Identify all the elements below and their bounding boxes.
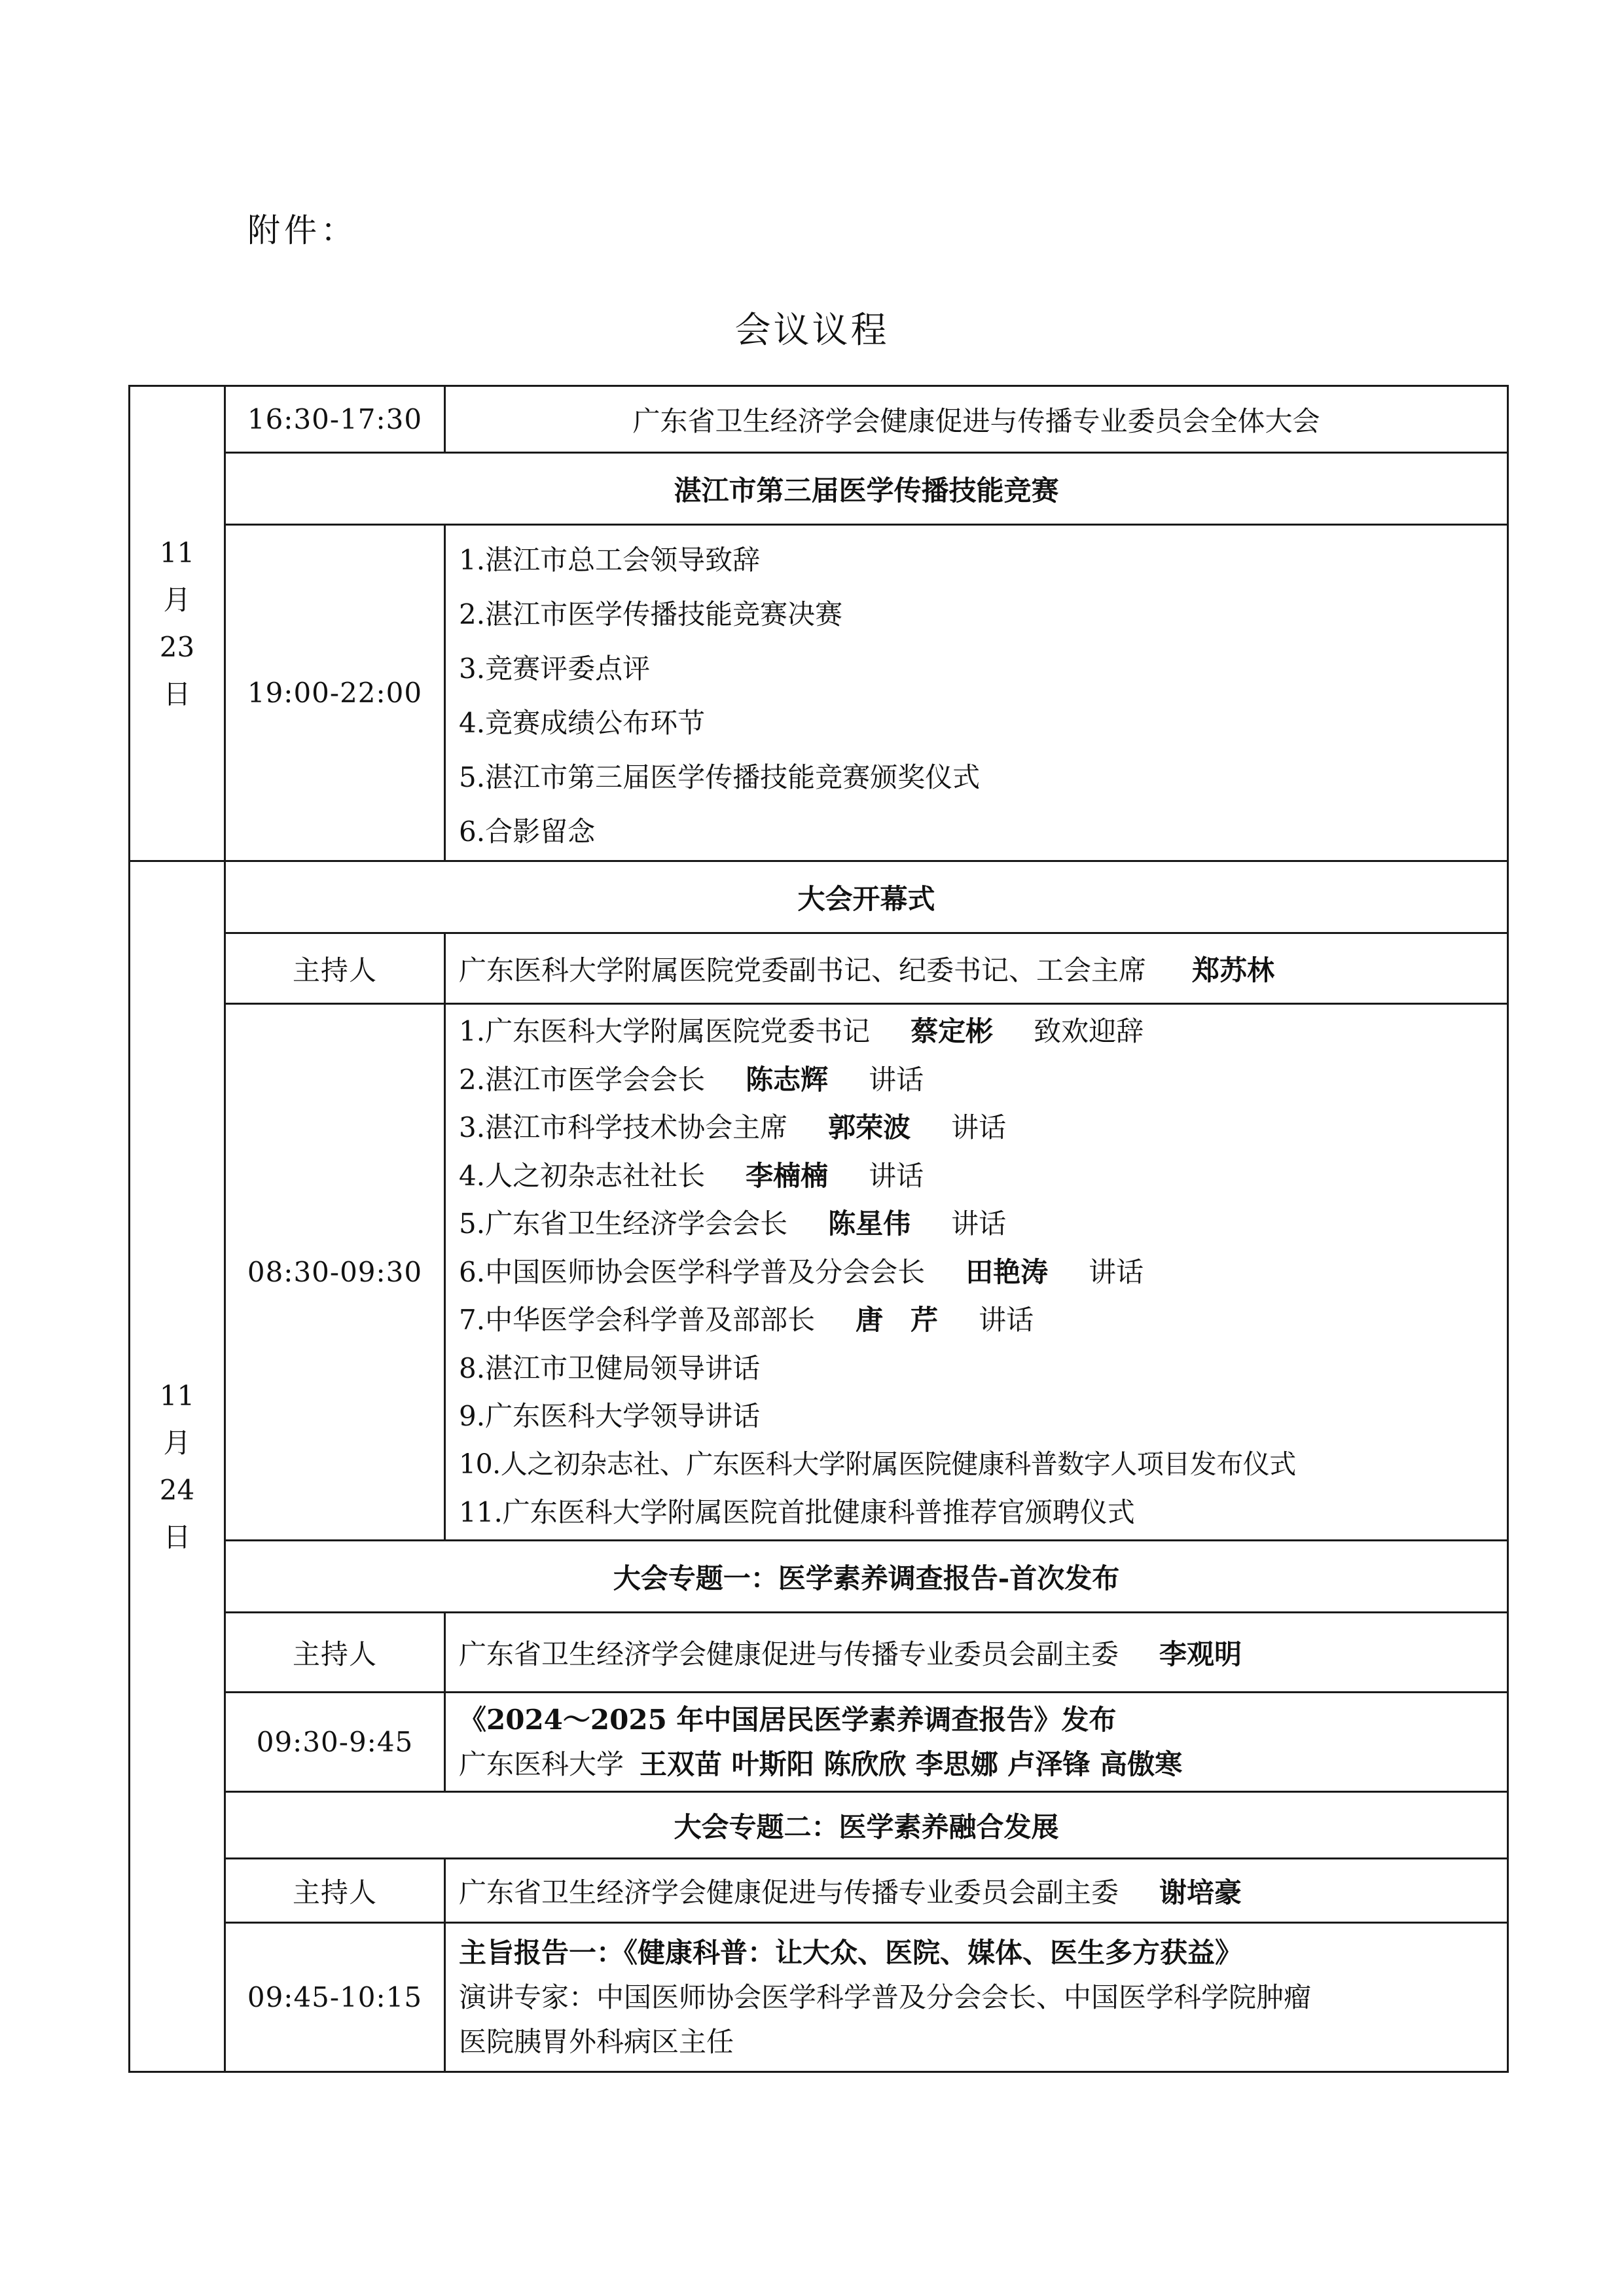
date-text: 11 xyxy=(159,1379,195,1412)
table-row xyxy=(130,1541,1508,1613)
date-text: 月 xyxy=(163,583,191,616)
program-list xyxy=(445,1004,1508,1541)
host-label: 主持人 xyxy=(225,933,445,1004)
date-cell-day2 xyxy=(130,861,225,2072)
table-row xyxy=(130,1004,1508,1541)
attachment-label: 附件： xyxy=(247,211,357,249)
time-cell: 09:45-10:15 xyxy=(225,1923,445,2072)
table-row xyxy=(130,1859,1508,1923)
list-item: 3.竞赛评委点评 xyxy=(459,652,651,685)
table-row xyxy=(130,525,1508,861)
date-text: 月 xyxy=(163,1426,191,1459)
keynote-title: 主旨报告一：《健康科普：让大众、医院、媒体、医生多方获益》 xyxy=(459,1936,1243,1969)
table-row xyxy=(130,1693,1508,1792)
host-text: 广东省卫生经济学会健康促进与传播专业委员会副主委 xyxy=(459,1638,1119,1670)
page-title: 会议议程 xyxy=(734,309,890,351)
host-name: 谢培豪 xyxy=(1159,1876,1242,1909)
host-label: 主持人 xyxy=(225,1859,445,1923)
date-text: 24 xyxy=(159,1473,195,1506)
date-cell-day1 xyxy=(130,386,225,861)
list-item: 5.广东省卫生经济学会会长 陈星伟 讲话 xyxy=(459,1208,1007,1240)
time-cell: 16:30-17:30 xyxy=(225,386,445,453)
table-row xyxy=(130,1923,1508,2072)
session-title: 广东省卫生经济学会健康促进与传播专业委员会全体大会 xyxy=(445,386,1508,453)
section-title: 大会专题一：医学素养调查报告-首次发布 xyxy=(225,1541,1508,1613)
date-text: 日 xyxy=(163,677,191,710)
list-item: 1.湛江市总工会领导致辞 xyxy=(459,543,761,576)
list-item: 4.人之初杂志社社长 李楠楠 讲话 xyxy=(459,1159,924,1192)
section-title: 湛江市第三届医学传播技能竞赛 xyxy=(225,453,1508,525)
table-row xyxy=(130,386,1508,453)
list-item: 6.中国医师协会医学科学普及分会会长 田艳涛 讲话 xyxy=(459,1255,1144,1288)
host-label: 主持人 xyxy=(225,1613,445,1693)
report-authors: 广东医科大学 王双苗 叶斯阳 陈欣欣 李思娜 卢泽锋 高傲寒 xyxy=(459,1748,1183,1780)
list-item: 1.广东医科大学附属医院党委书记 蔡定彬 致欢迎辞 xyxy=(459,1015,1144,1048)
host-text: 广东省卫生经济学会健康促进与传播专业委员会副主委 xyxy=(459,1876,1119,1909)
table-row xyxy=(130,1613,1508,1693)
table-row xyxy=(130,1792,1508,1859)
list-item: 2.湛江市医学会会长 陈志辉 讲话 xyxy=(459,1063,924,1096)
list-item: 9.广东医科大学领导讲话 xyxy=(459,1400,761,1433)
section-title: 大会开幕式 xyxy=(225,861,1508,933)
report-title: 《2024～2025 年中国居民医学素养调查报告》发布 xyxy=(459,1703,1117,1736)
program-list xyxy=(445,525,1508,861)
section-title: 大会专题二：医学素养融合发展 xyxy=(225,1792,1508,1859)
list-item: 7.中华医学会科学普及部部长 唐 芹 讲话 xyxy=(459,1304,1034,1336)
host-cell xyxy=(445,1613,1508,1693)
time-cell: 09:30-9:45 xyxy=(225,1693,445,1792)
host-text: 广东医科大学附属医院党委副书记、纪委书记、工会主席 xyxy=(459,954,1147,986)
keynote-cell xyxy=(445,1923,1508,2072)
list-item: 11.广东医科大学附属医院首批健康科普推荐官颁聘仪式 xyxy=(459,1496,1135,1529)
host-cell xyxy=(445,1859,1508,1923)
speaker-line: 演讲专家：中国医师协会医学科学普及分会会长、中国医学科学院肿瘤 xyxy=(459,1981,1312,2013)
date-text: 23 xyxy=(159,630,195,663)
table-row xyxy=(130,861,1508,933)
list-item: 4.竞赛成绩公布环节 xyxy=(459,706,706,739)
speaker-line: 医院胰胃外科病区主任 xyxy=(459,2025,734,2058)
list-item: 10.人之初杂志社、广东医科大学附属医院健康科普数字人项目发布仪式 xyxy=(459,1448,1296,1480)
report-cell xyxy=(445,1693,1508,1792)
list-item: 3.湛江市科学技术协会主席 郭荣波 讲话 xyxy=(459,1111,1007,1144)
list-item: 5.湛江市第三届医学传播技能竞赛颁奖仪式 xyxy=(459,761,981,793)
agenda-table xyxy=(128,385,1509,2073)
time-cell: 08:30-09:30 xyxy=(225,1004,445,1541)
list-item: 2.湛江市医学传播技能竞赛决赛 xyxy=(459,598,843,630)
list-item: 8.湛江市卫健局领导讲话 xyxy=(459,1352,761,1384)
date-text: 日 xyxy=(163,1520,191,1553)
host-name: 李观明 xyxy=(1159,1638,1242,1670)
host-name: 郑苏林 xyxy=(1192,954,1275,986)
list-item: 6.合影留念 xyxy=(459,815,596,848)
date-text: 11 xyxy=(159,536,195,569)
table-row xyxy=(130,933,1508,1004)
time-cell: 19:00-22:00 xyxy=(225,525,445,861)
host-cell xyxy=(445,933,1508,1004)
table-row xyxy=(130,453,1508,525)
